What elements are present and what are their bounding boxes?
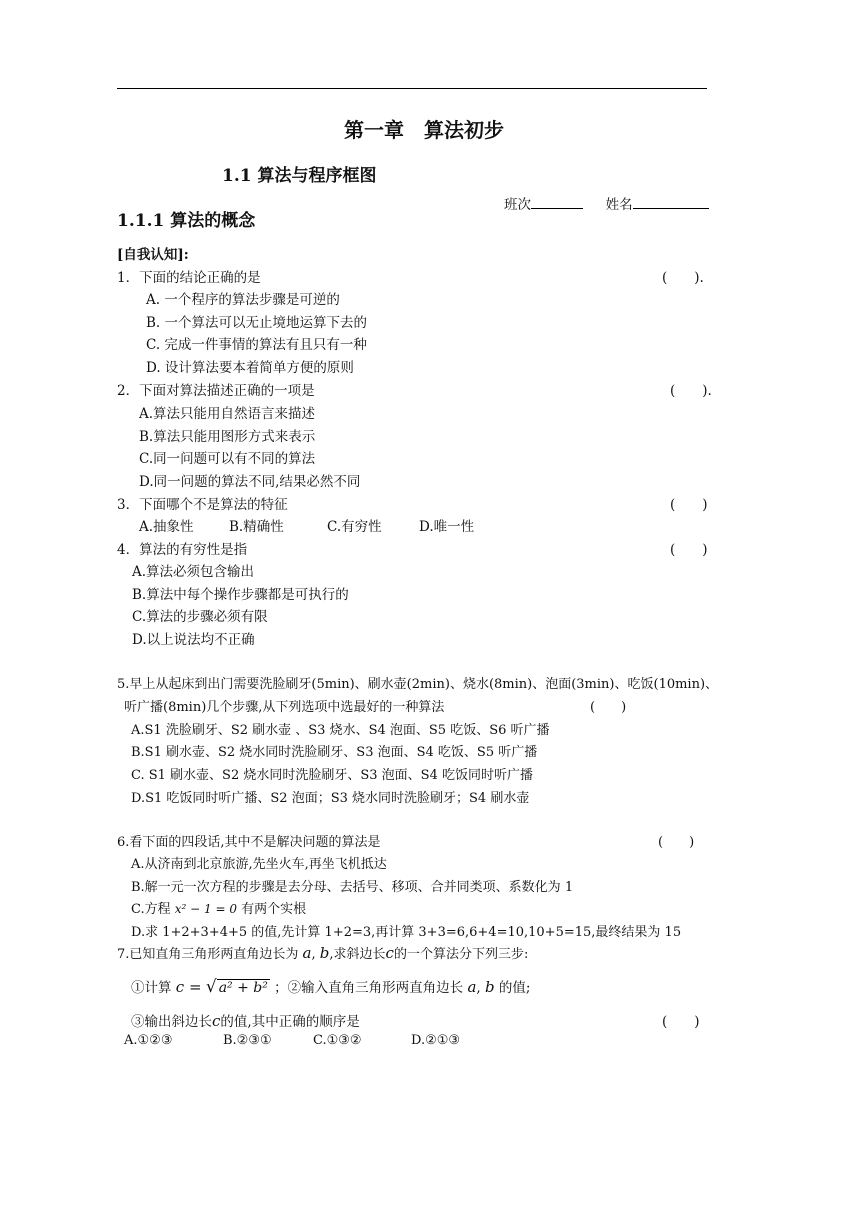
q7-step-1-2 bbox=[131, 976, 530, 997]
q5-answer-paren[interactable]: ( ) bbox=[590, 700, 627, 715]
q5-option-a: A.S1 洗脸刷牙、S2 刷水壶 、S3 烧水、S4 泡面、S5 吃饭、S6 听广播 bbox=[131, 723, 550, 738]
q7-step2-suffix: 的值; bbox=[498, 980, 531, 996]
q2-answer-paren[interactable]: ( ). bbox=[670, 383, 712, 399]
q7-step3-prefix: ③输出斜边长 bbox=[131, 1014, 212, 1030]
q7-step2-var-a: a bbox=[467, 978, 477, 996]
header-rule bbox=[117, 88, 707, 89]
q7-comma: , bbox=[311, 947, 316, 962]
q7-answer-paren[interactable]: ( ) bbox=[662, 1014, 700, 1030]
q7-step1-lhs: c = bbox=[175, 978, 202, 996]
q5-stem-line2: 听广播(8min)几个步骤,从下列选项中选最好的一种算法 bbox=[124, 700, 445, 715]
q5-stem-line1: 5.早上从起床到出门需要洗脸刷牙(5min)、刷水壶(2min)、烧水(8min)、泡面(3min)、吃饭(10min)、 bbox=[117, 677, 719, 692]
q6-option-c-suffix: 有两个实根 bbox=[241, 902, 307, 917]
q1-option-c: C. 完成一件事情的算法有且只有一种 bbox=[146, 337, 367, 353]
q7-option-c: C.①③② bbox=[313, 1033, 362, 1048]
q7-step3-suffix: 的值,其中正确的顺序是 bbox=[220, 1014, 360, 1030]
q7-step1-prefix: ①计算 bbox=[131, 980, 172, 996]
name-label: 姓名 bbox=[605, 197, 633, 213]
q1-stem: 1．下面的结论正确的是 bbox=[117, 270, 261, 286]
q6-answer-paren[interactable]: ( ) bbox=[658, 835, 695, 850]
q3-answer-paren[interactable]: ( ) bbox=[670, 497, 708, 513]
q7-stem-prefix: 7.已知直角三角形两直角边长为 bbox=[117, 947, 299, 962]
q4-option-b: B.算法中每个操作步骤都是可执行的 bbox=[132, 587, 349, 603]
q6-option-c-prefix: C.方程 bbox=[131, 902, 171, 917]
q2-stem: 2．下面对算法描述正确的一项是 bbox=[117, 383, 315, 399]
q3-option-c: C.有穷性 bbox=[327, 519, 382, 535]
q7-step2-prefix: ；②输入直角三角形两直角边长 bbox=[274, 980, 464, 996]
q7-option-b: B.②③① bbox=[223, 1033, 272, 1048]
q3-option-b: B.精确性 bbox=[229, 519, 284, 535]
q7-step2-comma: , bbox=[476, 980, 481, 996]
q3-option-a: A.抽象性 bbox=[139, 519, 194, 535]
sqrt-symbol-icon: √ a² + b² bbox=[205, 977, 268, 997]
q7-step3-var-c: c bbox=[212, 1012, 221, 1030]
q4-option-d: D.以上说法均不正确 bbox=[132, 632, 255, 648]
name-blank[interactable] bbox=[633, 196, 709, 209]
q2-option-d: D.同一问题的算法不同,结果必然不同 bbox=[139, 474, 361, 490]
q6-option-c-equation: x² − 1 = 0 bbox=[174, 902, 237, 916]
q7-step-3 bbox=[131, 1010, 360, 1030]
q6-option-b: B.解一元一次方程的步骤是去分母、去括号、移项、合并同类项、系数化为 1 bbox=[131, 880, 574, 895]
chapter-title: 第一章 算法初步 bbox=[344, 118, 504, 142]
q7-step2-var-b: b bbox=[485, 978, 495, 996]
q5-option-d: D.S1 吃饭同时听广播、S2 泡面；S3 烧水同时洗脸刷牙；S4 刷水壶 bbox=[131, 791, 530, 806]
q2-option-c: C.同一问题可以有不同的算法 bbox=[139, 451, 316, 467]
q7-stem-mid: ,求斜边长 bbox=[329, 947, 386, 962]
q4-answer-paren[interactable]: ( ) bbox=[670, 542, 708, 558]
q7-option-d: D.②①③ bbox=[411, 1033, 461, 1048]
q6-option-a: A.从济南到北京旅游,先坐火车,再坐飞机抵达 bbox=[131, 857, 387, 872]
q7-var-a: a bbox=[302, 944, 312, 962]
self-check-heading: [自我认知]: bbox=[117, 247, 189, 263]
q4-option-a: A.算法必须包含输出 bbox=[132, 564, 255, 580]
q1-option-b: B. 一个算法可以无止境地运算下去的 bbox=[146, 315, 368, 331]
q6-option-d: D.求 1+2+3+4+5 的值,先计算 1+2=3,再计算 3+3=6,6+4=10,10+5=15,最终结果为 15 bbox=[131, 925, 682, 940]
q4-option-c: C.算法的步骤必须有限 bbox=[132, 609, 268, 625]
q6-option-c bbox=[131, 898, 306, 917]
class-field[interactable] bbox=[504, 193, 709, 213]
q2-option-a: A.算法只能用自然语言来描述 bbox=[139, 406, 316, 422]
q5-option-c: C. S1 刷水壶、S2 烧水同时洗脸刷牙、S3 泡面、S4 吃饭同时听广播 bbox=[131, 768, 533, 783]
q1-option-a: A. 一个程序的算法步骤是可逆的 bbox=[146, 292, 340, 308]
q6-stem: 6.看下面的四段话,其中不是解决问题的算法是 bbox=[117, 835, 381, 850]
subsection-title: 1.1.1 算法的概念 bbox=[117, 211, 256, 231]
q1-answer-paren[interactable]: ( ). bbox=[662, 270, 704, 286]
q7-stem bbox=[117, 943, 528, 962]
q5-option-b: B.S1 刷水壶、S2 烧水同时洗脸刷牙、S3 泡面、S4 吃饭、S5 听广播 bbox=[131, 745, 538, 760]
q7-stem-suffix: 的一个算法分下列三步: bbox=[393, 947, 529, 962]
q3-stem: 3．下面哪个不是算法的特征 bbox=[117, 497, 288, 513]
q3-option-d: D.唯一性 bbox=[419, 519, 475, 535]
q7-var-b: b bbox=[319, 944, 330, 962]
q7-var-c: c bbox=[385, 944, 394, 962]
q7-step1-radicand: a² + b² bbox=[218, 980, 268, 996]
class-blank[interactable] bbox=[531, 196, 583, 209]
q4-stem: 4．算法的有穷性是指 bbox=[117, 542, 248, 558]
q1-option-d: D. 设计算法要本着简单方便的原则 bbox=[146, 360, 354, 376]
q7-option-a: A.①②③ bbox=[124, 1033, 173, 1048]
q2-option-b: B.算法只能用图形方式来表示 bbox=[139, 429, 316, 445]
section-title: 1.1 算法与程序框图 bbox=[222, 166, 377, 186]
class-label: 班次 bbox=[504, 197, 531, 213]
